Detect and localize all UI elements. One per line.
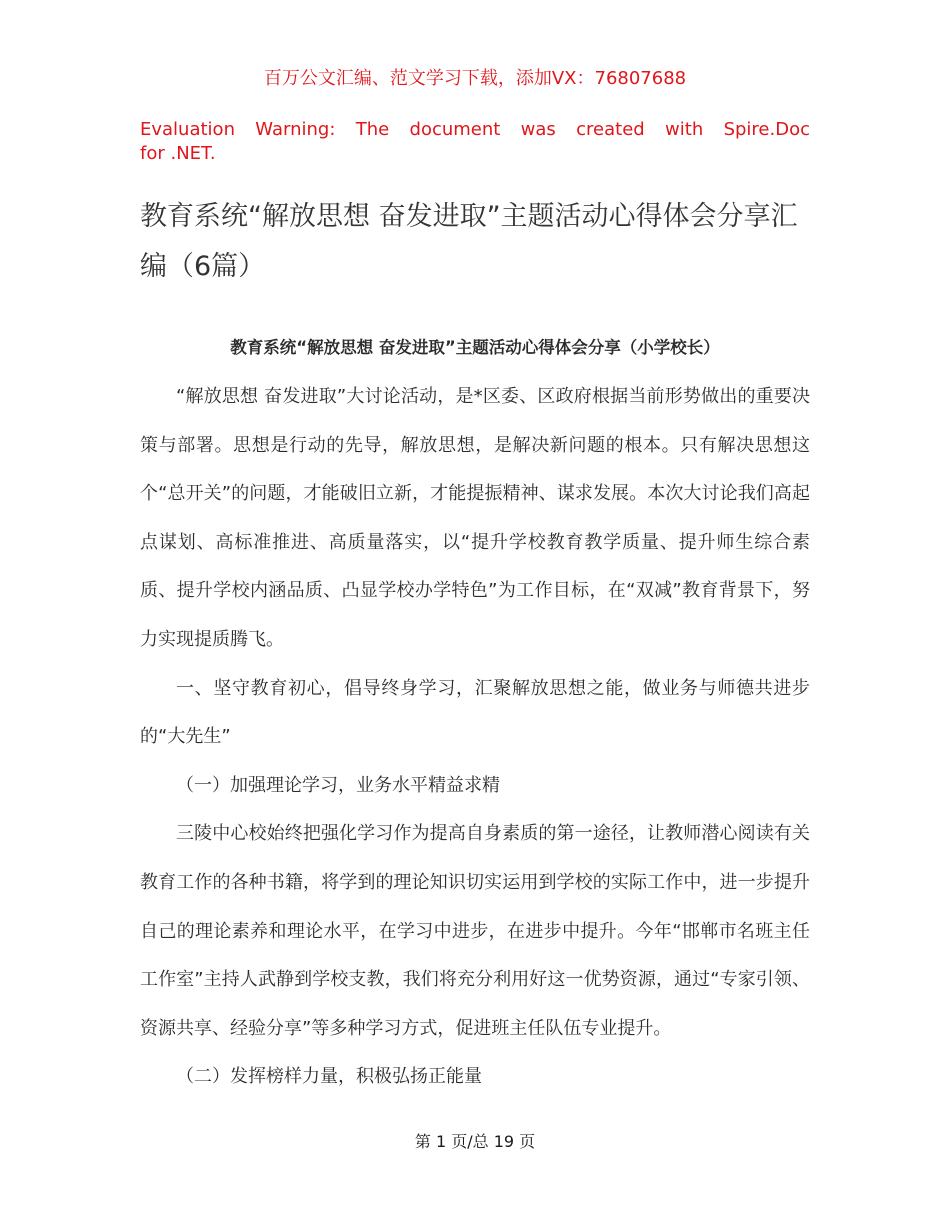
paragraph-heading-1: 一、坚守教育初心，倡导终身学习，汇聚解放思想之能，做业务与师德共进步的“大先生”: [140, 677, 810, 748]
paragraph-subheading-2: （二）发挥榜样力量，积极弘扬正能量: [176, 1066, 482, 1088]
document-body: [140, 373, 810, 1102]
paragraph-subheading-1: （一）加强理论学习，业务水平精益求精: [176, 774, 500, 796]
page-number-footer: 第 1 页/总 19 页: [414, 1132, 536, 1151]
header-notice: 百万公文汇编、范文学习下载，添加VX：76807688: [263, 68, 687, 89]
document-title: 教育系统“解放思想 奋发进取”主题活动心得体会分享汇编（6篇）: [140, 201, 798, 282]
paragraph-body-1: 三陵中心校始终把强化学习作为提高自身素质的第一途径，让教师潜心阅读有关教育工作的各种书籍，将学到的理论知识切实运用到学校的实际工作中，进一步提升自己的理论素养和理论水平，在学习中进步，在进步中提升。今年“邯郸市名班主任工作室”主持人武静到学校支教，我们将充分利用好这一优势资源，通过“专家引领、资源共享、经验分享”等多种学习方式，促进班主任队伍专业提升。: [140, 823, 810, 1039]
paragraph-intro: “解放思想 奋发进取”大讨论活动，是*区委、区政府根据当前形势做出的重要决策与部署。思想是行动的先导，解放思想，是解决新问题的根本。只有解决思想这个“总开关”的问题，才能破旧立新，才能提振精神、谋求发展。本次大讨论我们高起点谋划、高标准推进、高质量落实，以“提升学校教育教学质量、提升师生综合素质、提升学校内涵品质、凸显学校办学特色”为工作目标，在“双减”教育背景下，努力实现提质腾飞。: [140, 386, 810, 650]
section-title: 教育系统“解放思想 奋发进取”主题活动心得体会分享（小学校长）: [230, 338, 720, 357]
evaluation-warning: [140, 118, 810, 166]
evaluation-warning-line-2: for .NET.: [140, 143, 216, 164]
evaluation-warning-line-1: Evaluation Warning: The document was created with Spire.Doc: [140, 119, 810, 140]
